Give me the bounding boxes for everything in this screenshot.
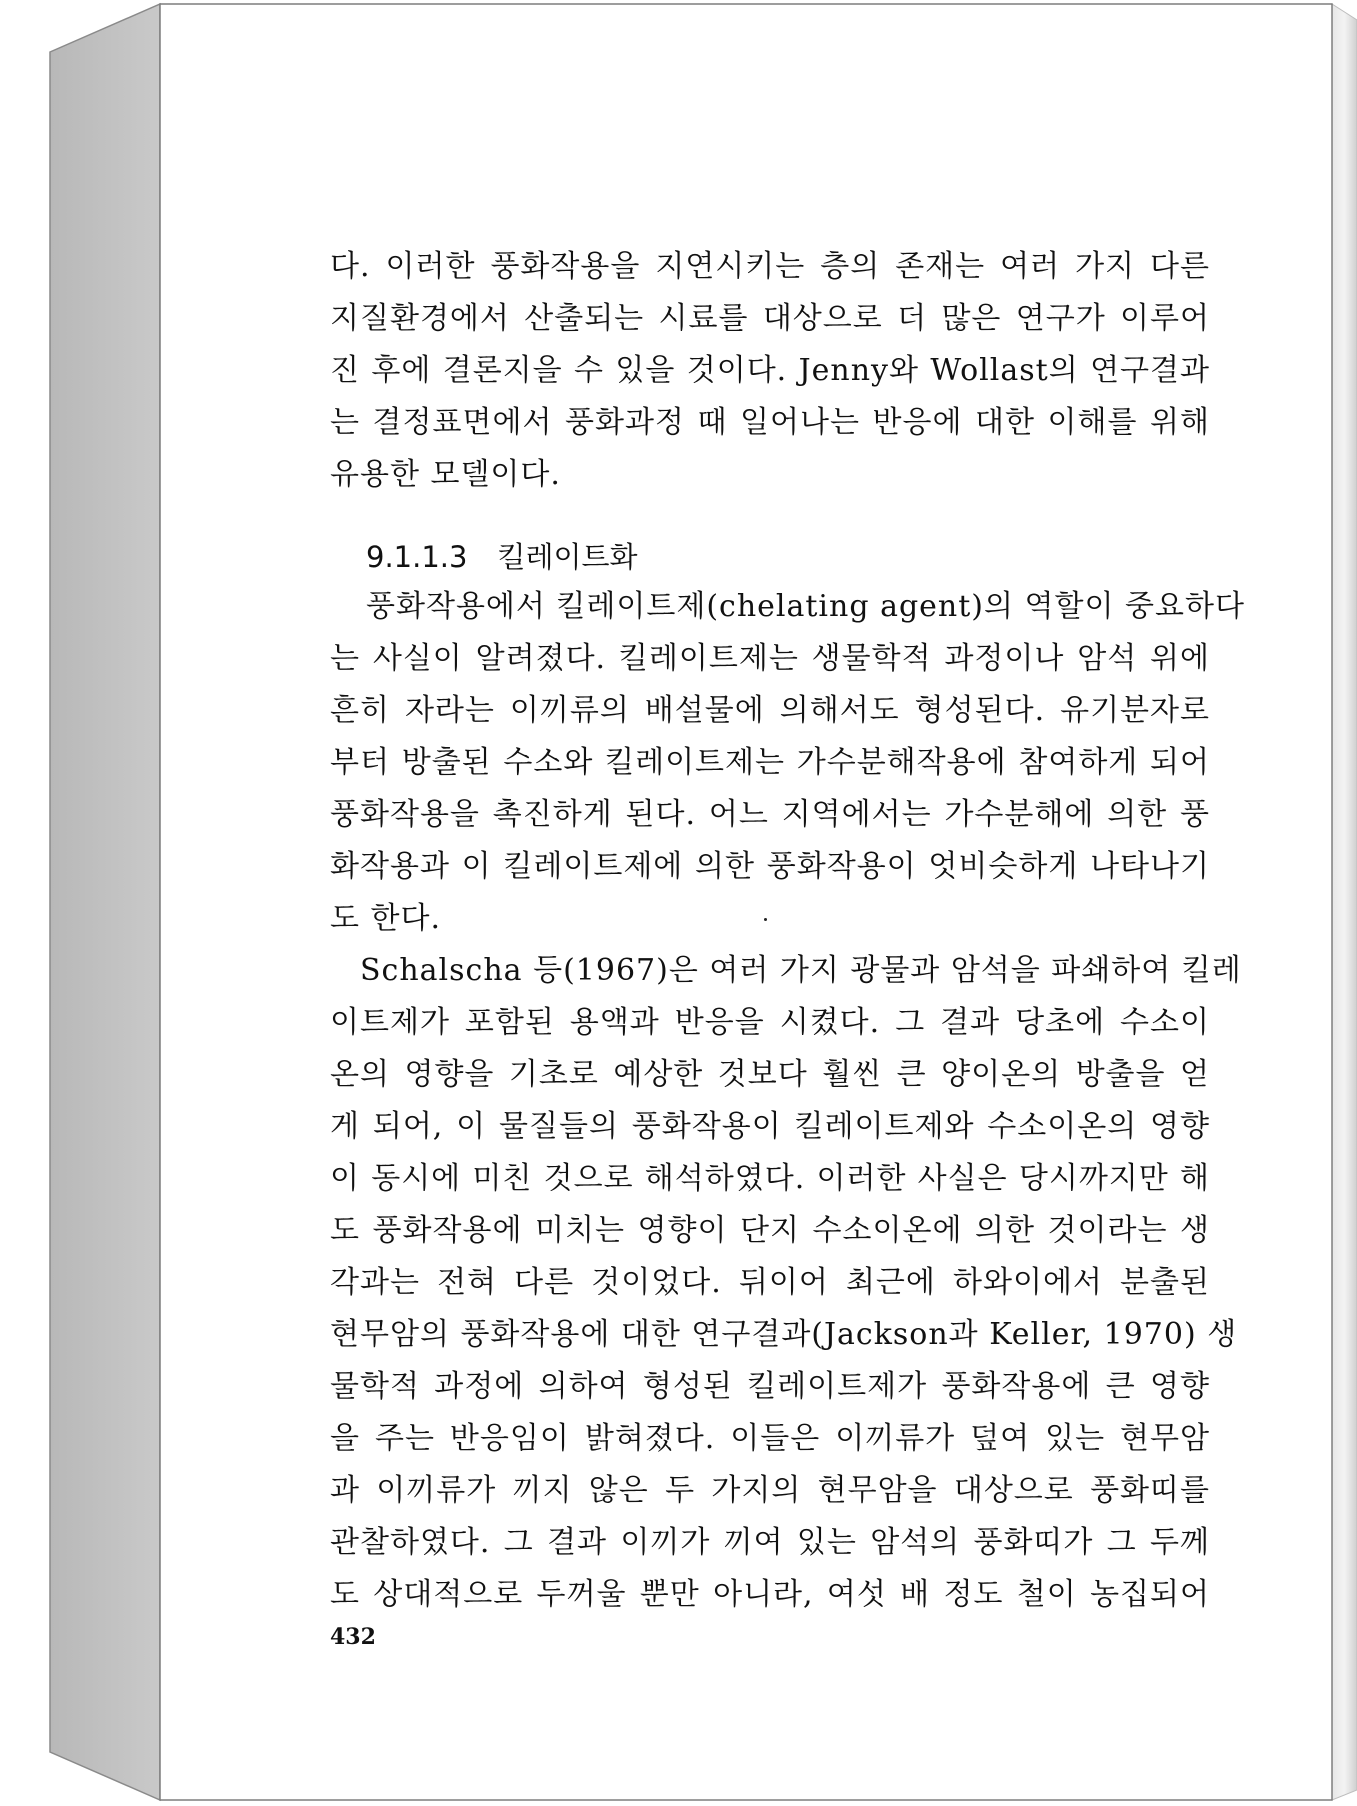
paragraph-1 (330, 241, 1210, 501)
paragraph-2 (330, 581, 1245, 945)
section-title: 킬레이트화 (497, 540, 638, 574)
text-line: 지질환경에서 산출되는 시료를 대상으로 더 많은 연구가 이루어 (330, 301, 1210, 336)
text-line: 유용한 모델이다. (330, 457, 561, 492)
text-line: 현무암의 풍화작용에 대한 연구결과(Jackson과 Keller, 1970) 생 (330, 1317, 1238, 1352)
text-line: 이트제가 포함된 용액과 반응을 시켰다. 그 결과 당초에 수소이 (330, 1005, 1210, 1040)
text-line: 풍화작용에서 킬레이트제(chelating agent)의 역할이 중요하다 (366, 589, 1245, 624)
text-line: 다. 이러한 풍화작용을 지연시키는 층의 존재는 여러 가지 다른 (330, 249, 1210, 284)
text-line: 물학적 과정에 의하여 형성된 킬레이트제가 풍화작용에 큰 영향 (330, 1369, 1210, 1404)
text-line: 는 사실이 알려졌다. 킬레이트제는 생물학적 과정이나 암석 위에 (330, 641, 1210, 676)
text-block (330, 241, 1245, 1621)
text-line: 도 상대적으로 두꺼울 뿐만 아니라, 여섯 배 정도 철이 농집되어 (330, 1577, 1210, 1612)
text-line: 도 한다. (330, 901, 442, 936)
text-line: 이 동시에 미친 것으로 해석하였다. 이러한 사실은 당시까지만 해 (330, 1161, 1210, 1196)
text-line: 부터 방출된 수소와 킬레이트제는 가수분해작용에 참여하게 되어 (330, 745, 1210, 780)
text-line: 을 주는 반응임이 밝혀졌다. 이들은 이끼류가 덮여 있는 현무암 (330, 1421, 1210, 1456)
text-line: 각과는 전혀 다른 것이었다. 뒤이어 최근에 하와이에서 분출된 (330, 1265, 1210, 1300)
text-line: 관찰하였다. 그 결과 이끼가 끼여 있는 암석의 풍화띠가 그 두께 (330, 1525, 1210, 1560)
text-line: 흔히 자라는 이끼류의 배설물에 의해서도 형성된다. 유기분자로 (330, 693, 1210, 728)
text-line: 화작용과 이 킬레이트제에 의한 풍화작용이 엇비슷하게 나타나기 (330, 849, 1210, 884)
text-line: 과 이끼류가 끼지 않은 두 가지의 현무암을 대상으로 풍화띠를 (330, 1473, 1210, 1508)
section-heading (330, 533, 1210, 581)
text-line: 온의 영향을 기초로 예상한 것보다 훨씬 큰 양이온의 방출을 얻 (330, 1057, 1210, 1092)
paragraph-3 (330, 945, 1242, 1621)
text-line: 는 결정표면에서 풍화과정 때 일어나는 반응에 대한 이해를 위해 (330, 405, 1210, 440)
text-line: Schalscha 등(1967)은 여러 가지 광물과 암석을 파쇄하여 킬레 (360, 953, 1242, 988)
ink-speck (764, 918, 767, 921)
text-line: 풍화작용을 촉진하게 된다. 어느 지역에서는 가수분해에 의한 풍 (330, 797, 1210, 832)
text-line: 게 되어, 이 물질들의 풍화작용이 킬레이트제와 수소이온의 영향 (330, 1109, 1210, 1144)
page-number: 432 (330, 1624, 376, 1650)
section-number: 9.1.1.3 (366, 540, 468, 574)
text-line: 도 풍화작용에 미치는 영향이 단지 수소이온에 의한 것이라는 생 (330, 1213, 1210, 1248)
text-line: 진 후에 결론지을 수 있을 것이다. Jenny와 Wollast의 연구결과 (330, 353, 1210, 388)
